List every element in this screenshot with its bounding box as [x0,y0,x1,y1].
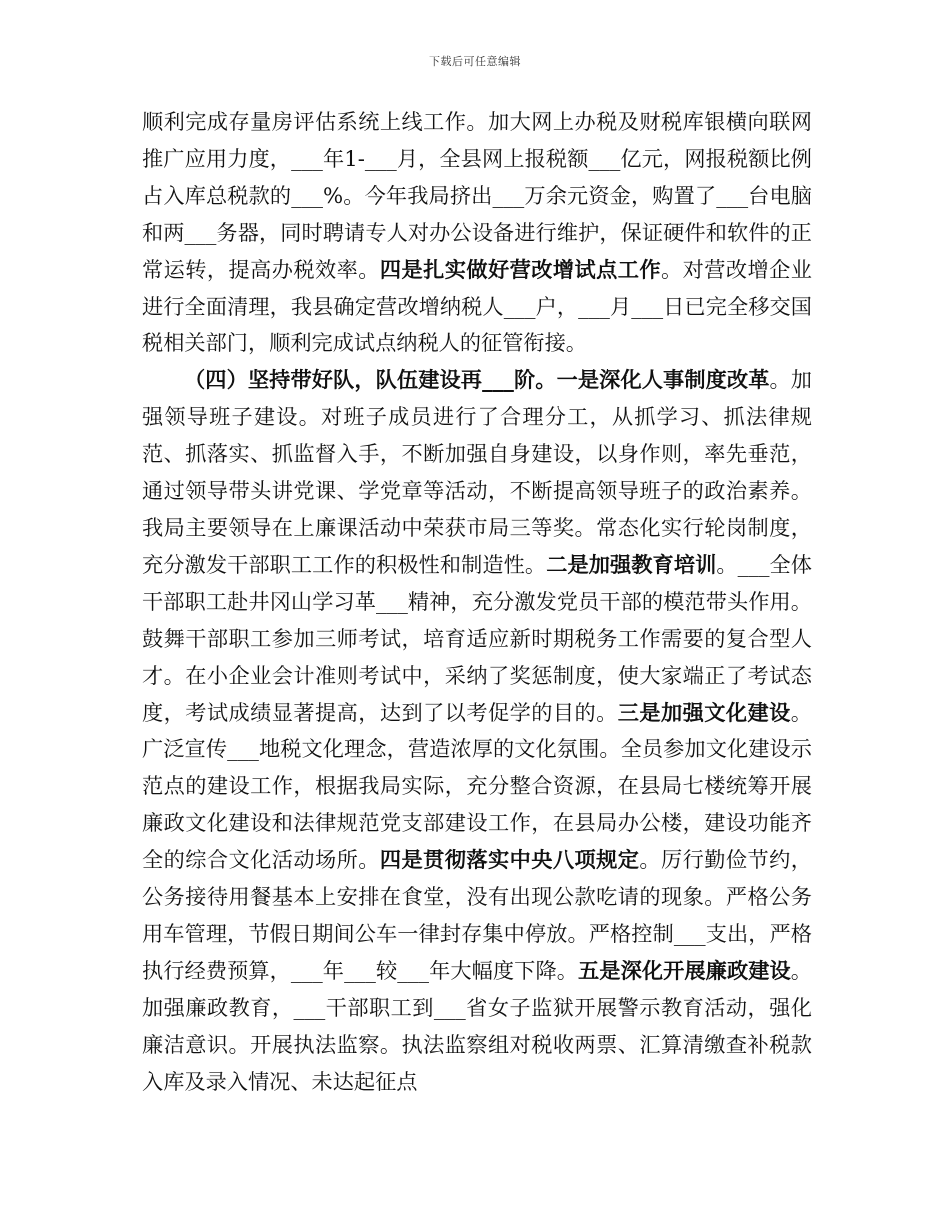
page-header: 下载后可任意编辑 [429,55,521,68]
bold-heading-run: 四是扎实做好营改增试点工作 [379,256,662,282]
document-body [142,104,812,1100]
bold-heading-run: （四）坚持带好队，队伍建设再___阶。一是深化人事制度改革 [184,367,770,393]
text-run: 。对营改增企业进行全面清理，我县确定营改增纳税人___户，___月___日已完全移交国税相关部门，顺利完成试点纳税人的征管衔接。 [142,256,812,356]
text-run: 顺利完成存量房评估系统上线工作。加大网上办税及财税库银横向联网推广应用力度，___年1-___月，全县网上报税额___亿元，网报税额比例占入库总税款的___%。今年我局挤出___万余元资金，购置了___台电脑和两___务器，同时聘请专人对办公设备进行维护，保证硬件和软件的正常运转，提高办税效率。 [142,109,812,282]
bold-heading-run: 四是贯彻落实中央八项规定 [379,847,640,873]
text-run: 。___全体干部职工赴井冈山学习革___精神，充分激发党员干部的模范带头作用。鼓舞干部职工参加三师考试，培育适应新时期税务工作需要的复合型人才。在小企业会计准则考试中，采纳了奖惩制度，使大家端正了考试态度，考试成绩显著提高，达到了以考促学的目的。 [142,551,812,725]
paragraph-1 [142,104,812,362]
text-run: 。加强领导班子建设。对班子成员进行了合理分工，从抓学习、抓法律规范、抓落实、抓监督入手，不断加强自身建设，以身作则，率先垂范，通过领导带头讲党课、学党章等活动，不断提高领导班子的政治素养。我局主要领导在上廉课活动中荣获市局三等奖。常态化实行轮岗制度，充分激发干部职工工作的积极性和制造性。 [142,367,812,577]
text-run: 。加强廉政教育，___干部职工到___省女子监狱开展警示教育活动，强化廉洁意识。开展执法监察。执法监察组对税收两票、汇算清缴查补税款入库及录入情况、未达起征点 [142,957,812,1094]
text-run: 。厉行勤俭节约，公务接待用餐基本上安排在食堂，没有出现公款吃请的现象。严格公务用车管理，节假日期间公车一律封存集中停放。严格控制___支出，严格执行经费预算，___年___较___年大幅度下降。 [142,847,812,983]
bold-heading-run: 三是加强文化建设 [617,699,791,725]
bold-heading-run: 二是加强教育培训 [546,551,717,577]
bold-heading-run: 五是深化开展廉政建设 [578,957,791,983]
text-run: 。广泛宣传___地税文化理念，营造浓厚的文化氛围。全员参加文化建设示范点的建设工作，根据我局实际，充分整合资源，在县局七楼统筹开展廉政文化建设和法律规范党支部建设工作，在县局办公楼，建设功能齐全的综合文化活动场所。 [142,699,812,873]
paragraph-2 [142,362,812,1100]
